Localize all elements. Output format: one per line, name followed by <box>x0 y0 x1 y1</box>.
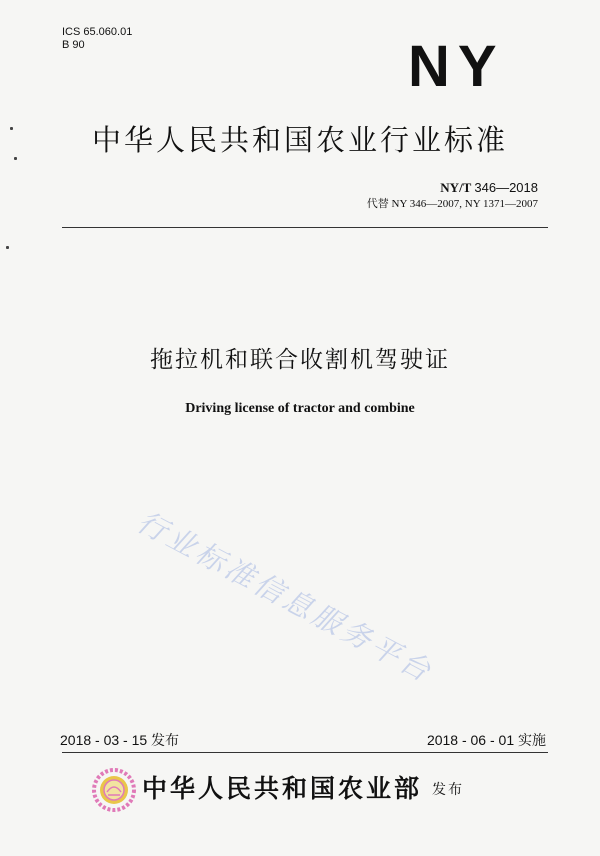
implementation-date: 2018 - 06 - 01 实施 <box>426 732 546 748</box>
issue-date: 2018 - 03 - 15 发布 <box>60 732 180 748</box>
footer-divider <box>62 752 548 753</box>
ministry-emblem-icon <box>92 768 136 812</box>
standard-number <box>440 180 538 196</box>
scan-mark <box>6 246 9 249</box>
ics-code: ICS 65.060.01 <box>62 26 133 38</box>
classification-codes <box>62 26 132 52</box>
standard-number-value: 346—2018 <box>474 180 538 195</box>
ccs-code: B 90 <box>62 39 85 51</box>
scan-mark <box>14 157 17 160</box>
document-title: 拖拉机和联合收割机驾驶证 <box>150 347 450 373</box>
watermark: 行业标准信息服务平台 <box>131 504 440 690</box>
ny-logo: NY <box>408 34 505 99</box>
standard-category-title: 中华人民共和国农业行业标准 <box>91 123 508 157</box>
document-subtitle: Driving license of tractor and combine <box>185 401 415 416</box>
header-divider <box>62 227 548 228</box>
publisher-name: 中华人民共和国农业部 <box>142 774 423 803</box>
publish-label: 发布 <box>432 782 464 798</box>
scan-mark <box>10 127 13 130</box>
replaces-note: 代替 NY 346—2007, NY 1371—2007 <box>366 198 538 210</box>
standard-number-prefix: NY/T <box>440 180 472 195</box>
